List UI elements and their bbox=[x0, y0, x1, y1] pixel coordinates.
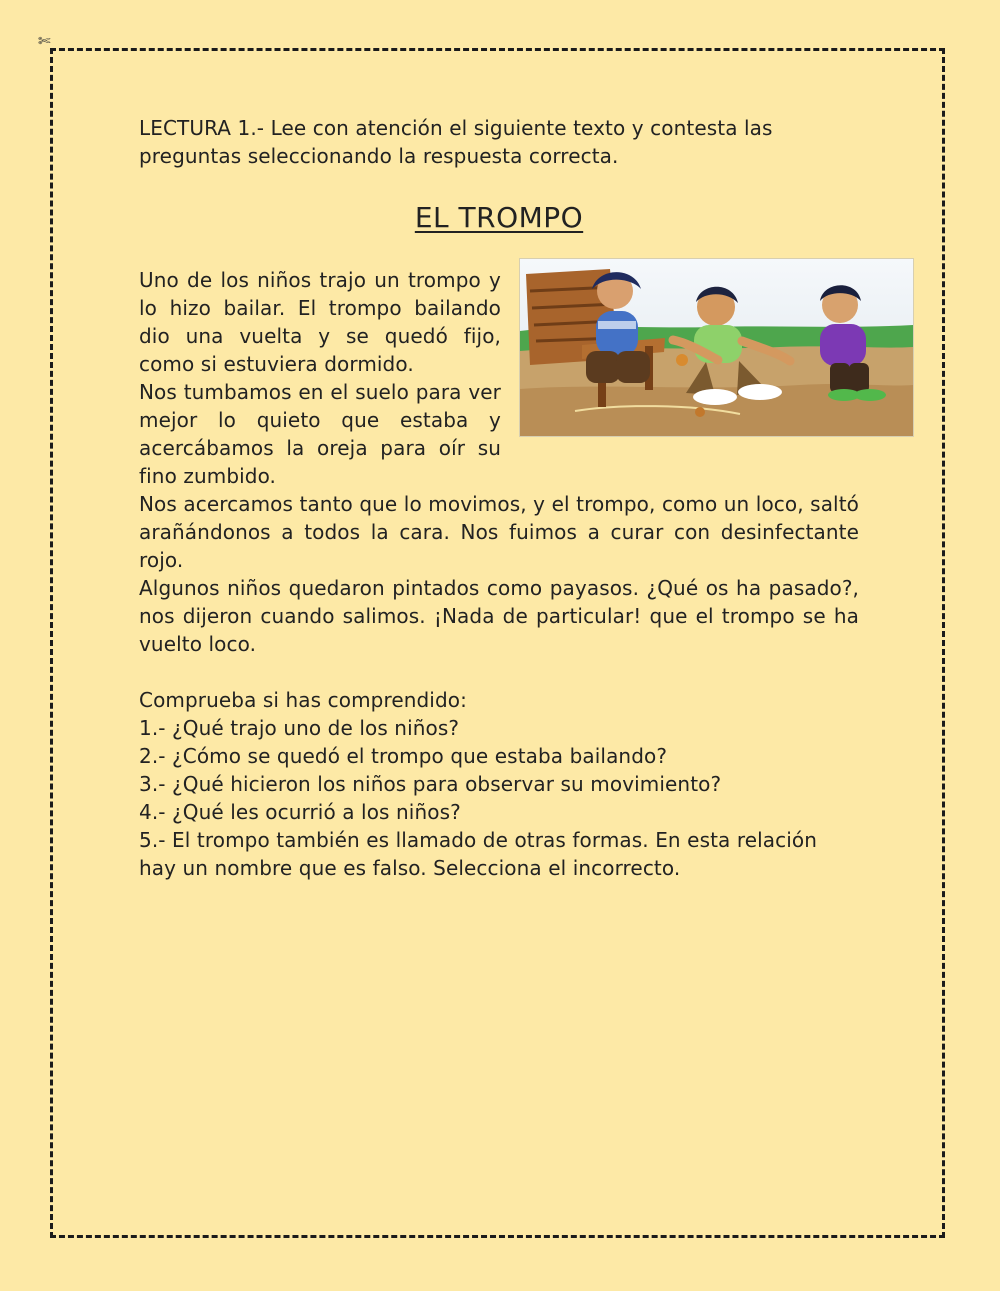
instructions-line-2: preguntas seleccionando la respuesta correcta. bbox=[139, 144, 619, 168]
story-paragraph-3: Nos acercamos tanto que lo movimos, y el trompo, como un loco, saltó arañándonos a todos la cara. Nos fuimos a curar con desinfectante rojo. bbox=[139, 492, 859, 572]
story-text bbox=[139, 266, 859, 658]
question-4: 4.- ¿Qué les ocurrió a los niños? bbox=[139, 800, 461, 824]
worksheet-content bbox=[139, 114, 859, 882]
question-2: 2.- ¿Cómo se quedó el trompo que estaba bailando? bbox=[139, 744, 668, 768]
question-5: 5.- El trompo también es llamado de otras formas. En esta relación hay un nombre que es falso. Selecciona el incorrecto. bbox=[139, 828, 818, 880]
reading-instructions bbox=[139, 114, 859, 170]
comprehension-heading: Comprueba si has comprendido: bbox=[139, 688, 467, 712]
scissors-icon: ✄ bbox=[38, 32, 51, 50]
story-paragraph-1: Uno de los niños trajo un trompo y lo hizo bailar. El trompo bailando dio una vuelta y se quedó fijo, como si estuviera dormido. bbox=[139, 268, 501, 376]
instructions-line-1: LECTURA 1.- Lee con atención el siguiente texto y contesta las bbox=[139, 116, 773, 140]
question-1: 1.- ¿Qué trajo uno de los niños? bbox=[139, 716, 460, 740]
children-playing-spinning-top-illustration bbox=[519, 258, 914, 437]
story-title: EL TROMPO bbox=[414, 201, 584, 234]
comprehension-section bbox=[139, 686, 859, 882]
story-paragraph-2: Nos tumbamos en el suelo para ver mejor lo quieto que estaba y acercábamos la oreja para oír su fino zumbido. bbox=[139, 380, 501, 488]
story-paragraph-4: Algunos niños quedaron pintados como payasos. ¿Qué os ha pasado?, nos dijeron cuando salimos. ¡Nada de particular! que el trompo se ha vuelto loco. bbox=[139, 576, 859, 656]
question-3: 3.- ¿Qué hicieron los niños para observar su movimiento? bbox=[139, 772, 722, 796]
